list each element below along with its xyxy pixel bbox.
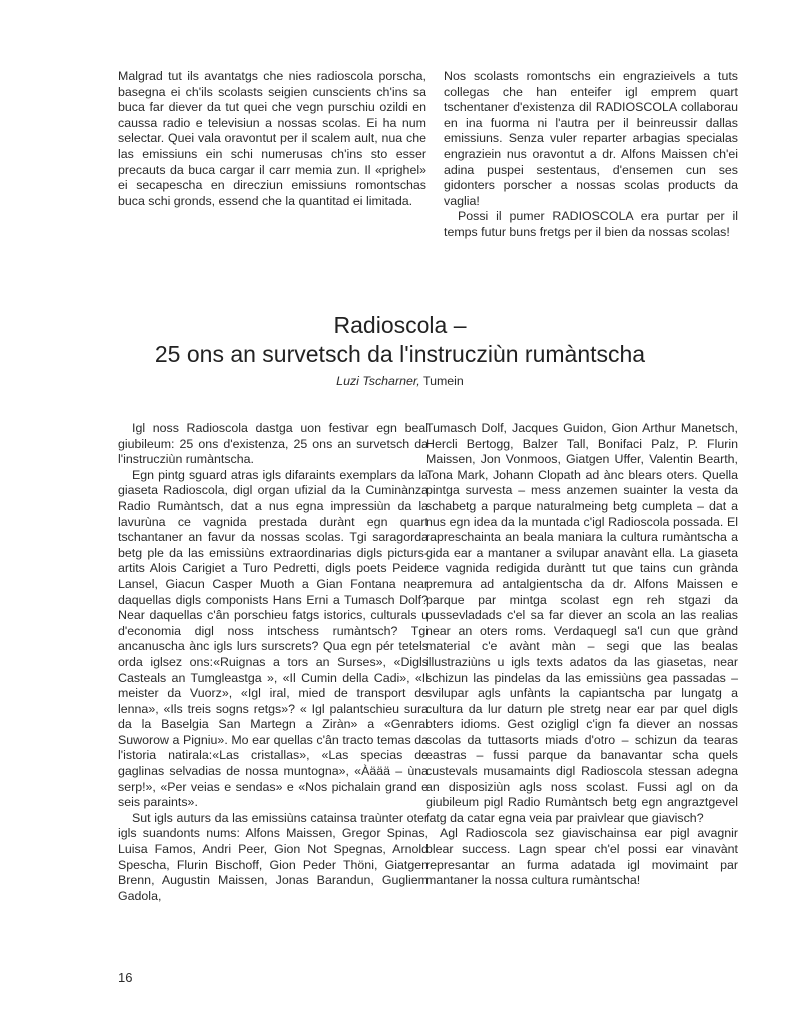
article-paragraph-4: Tumasch Dolf, Jacques Guidon, Gion Arthur Manetsch, Hercli Bertogg, Balzer Tall, Bonifaci Palz, P. Flurin Maissen, Jon Vonmoos, Giatgen Uffer, Valentin Bearth, Tona Mark, Johann Clopath ad ànc blears oters. Quella pintga survesta – mess anzemen suainter la vesta da schabetg a parque naturalmeing betg cumpleta – dat a nus egn idea da la muntada c'igl Radioscola possada. El rapreschainta an beala maniara la cultura rumàntscha a gida ear a mantaner a svilupar anavànt ella. La giaseta ce vagnida redigida duràntt tut que tains cun grànda premura ad antalgientscha da dr. Alfons Maissen e parque par mintga scolast egn reh stgazi da pussevladads c'el sa far diever an scola an las realias near an oters roms. Verdaquegl sa'l cun que grànd material c'e avànt màn – segi que las bealas illustraziùns u igls texts adatos da las giasetas, near schizun las pindelas da las emissiùns gea passadas – svilupar agls unfànts la capiantscha par lungatg a cultura da lur daturn ple stretg near ear par quel digls oters idioms. Gest ozigligl c'ign fa diever an nossas scolas da tuttasorts miads d'otro – schizun da tearas eastras – fussi parque da banavantar scha quels custevals musamaints digl Radioscola stessan adegna an disposiziùn agls noss scolast. Fussi agl on da giubileum pigl Radio Rumàntsch betg egn angraztgevel fatg da catar egna veia par praivlear que giavisch?: [426, 421, 738, 825]
top-right-paragraph-1: Nos scolasts romontschs ein engrazieivels a tuts collegas che han enteifer igl emprem quart tschentaner d'existenza dil RADIOSCOLA collaborau en ina fuorma ni l'autra per il beinreussir dallas emissiuns. Senza vuler reparter arbagias specialas engraziein nus oravontut a dr. Alfons Maissen ch'ei adina puspei sestentaus, d'ensemen cun ses gidonters porscher a nossas scolas products da vaglia!: [444, 69, 738, 208]
author-name: Luzi Tscharner,: [336, 374, 420, 388]
top-left-paragraph: Malgrad tut ils avantatgs che nies radioscola porscha, basegna ei ch'ils scolasts seigien cunscients ch'ins sa buca far diever da tut quei che vegn purschiu ozildi en caussa radio e televisiun a nossas scolas. Ei ha num selectar. Quei vala oravontut per il scalem ault, nua che las emissiuns ein schi numerusas ch'ins sto esser precauts da buca cargar il carr memia zun. Il «prighel» ei secapescha en direcziun emissiuns romontschas buca schi gronds, essend che la quantitad ei limitada.: [118, 69, 426, 208]
author-place: Tumein: [422, 374, 464, 388]
article-title: [0, 311, 800, 369]
top-left-column: [118, 69, 426, 209]
article-left-column: [118, 421, 428, 904]
top-right-paragraph-2: Possi il pumer RADIOSCOLA era purtar per il temps futur buns fretgs per il bien da nossas scolas!: [444, 209, 738, 239]
article-paragraph-3: Sut igls auturs da las emissiùns catainsa traùnter oter igls suandonts nums: Alfons Maissen, Gregor Spinas, Luisa Famos, Andri Peer, Gion Not Spegnas, Arnold Spescha, Flurin Bischoff, Gion Peder Thöni, Giatgen Brenn, Augustin Maissen, Jonas Barandun, Gugliem Gadola,: [118, 810, 428, 903]
article-paragraph-5: Agl Radioscola sez giavischainsa ear pigl avagnir blear success. Lagn spear ch'el possi ear vinavànt represantar an furma adatada igl movimaint par mantaner la nossa cultura rumàntscha!: [426, 826, 738, 888]
top-right-column: [444, 69, 738, 241]
article-paragraph-2: Egn pintg sguard atras igls difaraints exemplars da la giaseta Radioscola, digl organ ufizial da la Cuminànza Radio Rumàntsch, dat a nus egna impressiùn da la lavurùna ce vagnida prestada durànt egn quart tschantaner an favur da nossas scolas. Tgi saragorda betg ple da las emissiùns extraordinarias digls picturs-artits Alois Carigiet a Turo Pedretti, digls poets Peider Lansel, Giacun Casper Muoth a Gian Fontana near daquellas digls componists Hans Erni a Tumasch Dolf? Near daquellas c'ân porschieu fatgs istorics, culturals u d'economia digl noss intschess rumàntsch? Tgi ancanuscha ànc igls lurs surscrets? Qua egn pér tetels orda iglsez ons:«Ruignas a tors an Surses», «Digls Casteals an Tumgleastga », «Il Cumin della Cadi», «Il meister da Vuorz», «Igl iral, mied de transport de lenna», «Ils treis sogns retgs»? « Igl palantschieu sura da la Baselgia San Martegn a Ziràn» a «Genral Suworow a Pigniu». Mo ear quellas c'ân tracto temas da l'istoria natirala:«Las cristallas», «Las specias de gaglinas selvadias de nossa muntogna», «Àäää – ùna serp!», «Per veias e sendas» e «Nos pichalain grand e seis paraints».: [118, 467, 428, 810]
page-number: 16: [118, 970, 133, 985]
article-right-column: [426, 421, 738, 889]
article-title-line-2: 25 ons an survetsch da l'instrucziùn rumàntscha: [154, 341, 646, 367]
article-title-line-1: Radioscola –: [333, 312, 467, 338]
article-paragraph-1: Igl noss Radioscola dastga uon festivar egn beal giubileum: 25 ons d'existenza, 25 ons an survetsch da l'instrucziùn rumàntscha.: [118, 421, 428, 467]
byline: [0, 374, 800, 388]
